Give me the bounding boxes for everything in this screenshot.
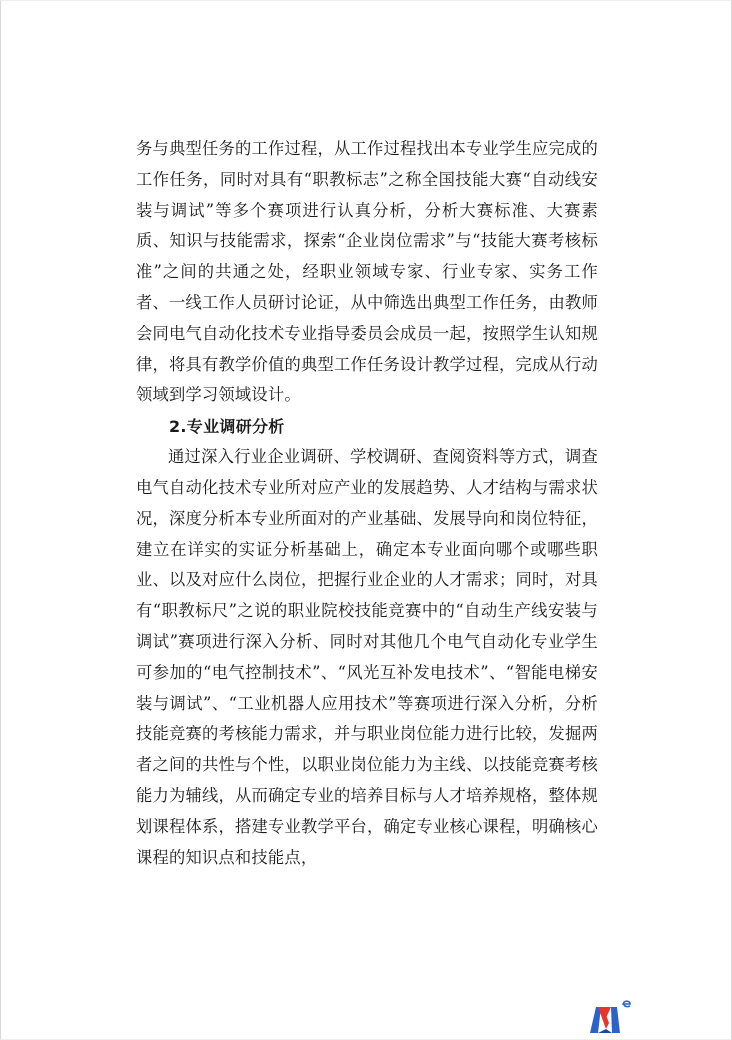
paragraph-2: 通过深入行业企业调研、学校调研、查阅资料等方式，调查电气自动化技术专业所对应产业的发展趋势、人才结构与需求状况，深度分析本专业所面对的产业基础、发展导向和岗位特征，建立在详实的实证分析基础上，确定本专业面向哪个或哪些职业、以及对应什么岗位，把握行业企业的人才需求；同时，对具有“职教标尺”之说的职业院校技能竞赛中的“自动生产线安装与调试”赛项进行深入分析、同时对其他几个电气自动化专业学生可参加的“电气控制技术”、“风光互补发电技术”、“智能电梯安装与调试”、“工业机器人应用技术”等赛项进行深入分析，分析技能竞赛的考核能力需求，并与职业岗位能力进行比较，发掘两者之间的共性与个性，以职业岗位能力为主线、以技能竞赛考核能力为辅线，从而确定专业的培养目标与人才培养规格，整体规划课程体系，搭建专业教学平台，确定专业核心课程，明确核心课程的知识点和技能点，	[136, 447, 598, 867]
document-body	[136, 134, 598, 873]
logo-m-right-leg	[611, 1007, 620, 1033]
paragraph-1: 务与典型任务的工作过程，从工作过程找出本专业学生应完成的工作任务，同时对具有“职教标志”之称全国技能大赛“自动线安装与调试”等多个赛项进行认真分析，分析大赛标准、大赛素质、知识与技能需求，探索“企业岗位需求”与“技能大赛考核标准”之间的共通之处，经职业领域专家、行业专家、实务工作者、一线工作人员研讨论证，从中筛选出典型工作任务，由教师会同电气自动化技术专业指导委员会成员一起，按照学生认知规律，将具有教学价值的典型工作任务设计教学过程，完成从行动领域到学习领域设计。	[136, 139, 598, 405]
logo-m-left-leg	[590, 1007, 601, 1033]
logo-e-letter	[623, 1001, 630, 1006]
me-logo-icon	[589, 998, 633, 1034]
logo-m-shadow	[598, 1029, 612, 1033]
section-heading: 2.专业调研分析	[169, 417, 285, 437]
